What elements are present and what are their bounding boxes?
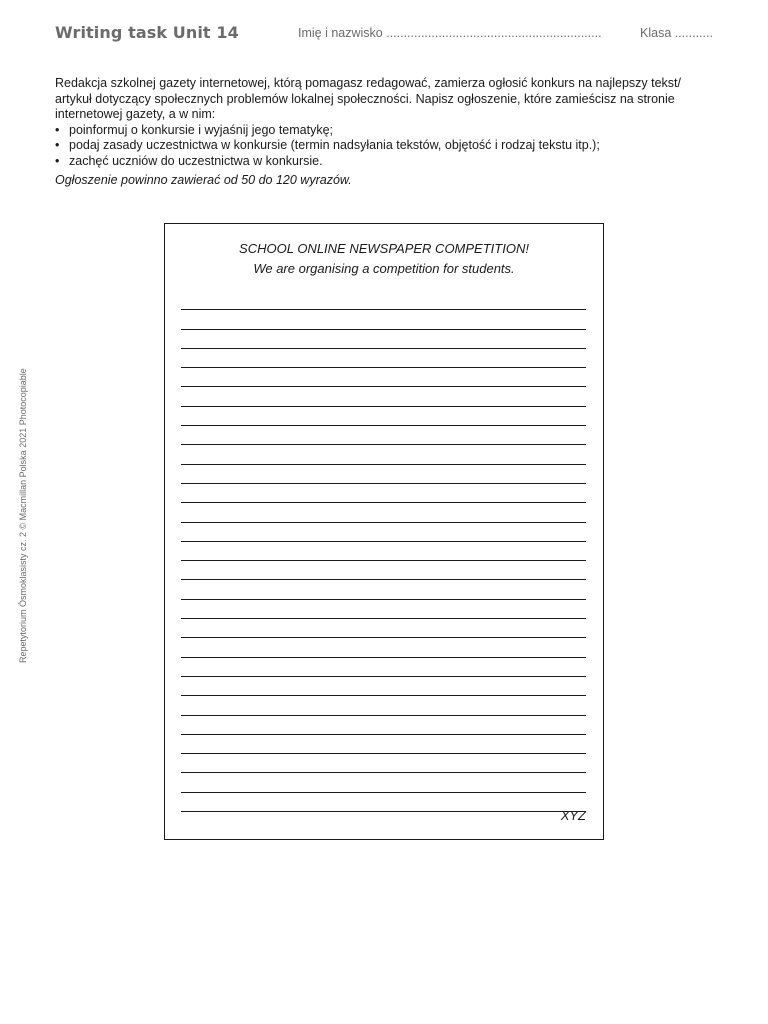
requirement-item: • podaj zasady uczestnictwa w konkursie (termin nadsyłania tekstów, objętość i rodzaj tekstu itp.);: [55, 138, 705, 154]
announcement-heading: [165, 239, 603, 279]
writing-line[interactable]: [181, 658, 586, 677]
worksheet-header: [55, 22, 714, 46]
task-instructions: [55, 76, 705, 189]
announcement-title: SCHOOL ONLINE NEWSPAPER COMPETITION!: [239, 241, 529, 256]
writing-line[interactable]: [181, 542, 586, 561]
announcement-subtitle: We are organising a competition for students.: [253, 261, 515, 276]
writing-line[interactable]: [181, 696, 586, 715]
writing-line[interactable]: [181, 407, 586, 426]
requirement-item: • zachęć uczniów do uczestnictwa w konkursie.: [55, 154, 705, 170]
writing-line[interactable]: [181, 387, 586, 406]
copyright-note: Repetytorium Ósmoklasisty cz. 2 © Macmillan Polska 2021 Photocopiable: [18, 368, 28, 663]
writing-line[interactable]: [181, 619, 586, 638]
writing-line[interactable]: [181, 330, 586, 349]
writing-line[interactable]: [181, 484, 586, 503]
writing-line[interactable]: [181, 677, 586, 696]
writing-line[interactable]: [181, 754, 586, 773]
writing-line[interactable]: [181, 580, 586, 599]
word-limit-note: Ogłoszenie powinno zawierać od 50 do 120 wyrazów.: [55, 173, 352, 187]
writing-line[interactable]: [181, 465, 586, 484]
writing-line[interactable]: [181, 600, 586, 619]
writing-line[interactable]: [181, 503, 586, 522]
task-requirements-list: [55, 123, 705, 170]
answer-box: [164, 223, 604, 840]
writing-line[interactable]: [181, 773, 586, 792]
writing-line[interactable]: [181, 793, 586, 812]
writing-line[interactable]: [181, 445, 586, 464]
writing-line[interactable]: [181, 716, 586, 735]
writing-line[interactable]: [181, 368, 586, 387]
student-name-field: Imię i nazwisko ..............................................................: [298, 26, 602, 40]
requirement-item: • poinformuj o konkursie i wyjaśnij jego tematykę;: [55, 123, 705, 139]
writing-line[interactable]: [181, 310, 586, 329]
writing-line[interactable]: [181, 291, 586, 310]
writing-lines: [181, 291, 586, 812]
writing-line[interactable]: [181, 638, 586, 657]
writing-line[interactable]: [181, 426, 586, 445]
writing-line[interactable]: [181, 561, 586, 580]
writing-line[interactable]: [181, 735, 586, 754]
announcement-signature: XYZ: [560, 808, 586, 823]
writing-line[interactable]: [181, 523, 586, 542]
class-field: Klasa ...........: [640, 26, 713, 40]
worksheet-title: Writing task Unit 14: [55, 23, 239, 42]
writing-line[interactable]: [181, 349, 586, 368]
task-intro: Redakcja szkolnej gazety internetowej, którą pomagasz redagować, zamierza ogłosić konkurs na najlepszy tekst/ artykuł dotyczący społecznych problemów lokalnej społeczności. Napisz ogłoszenie, które zamieścisz na stronie internetowej gazety, a w nim:: [55, 76, 682, 121]
